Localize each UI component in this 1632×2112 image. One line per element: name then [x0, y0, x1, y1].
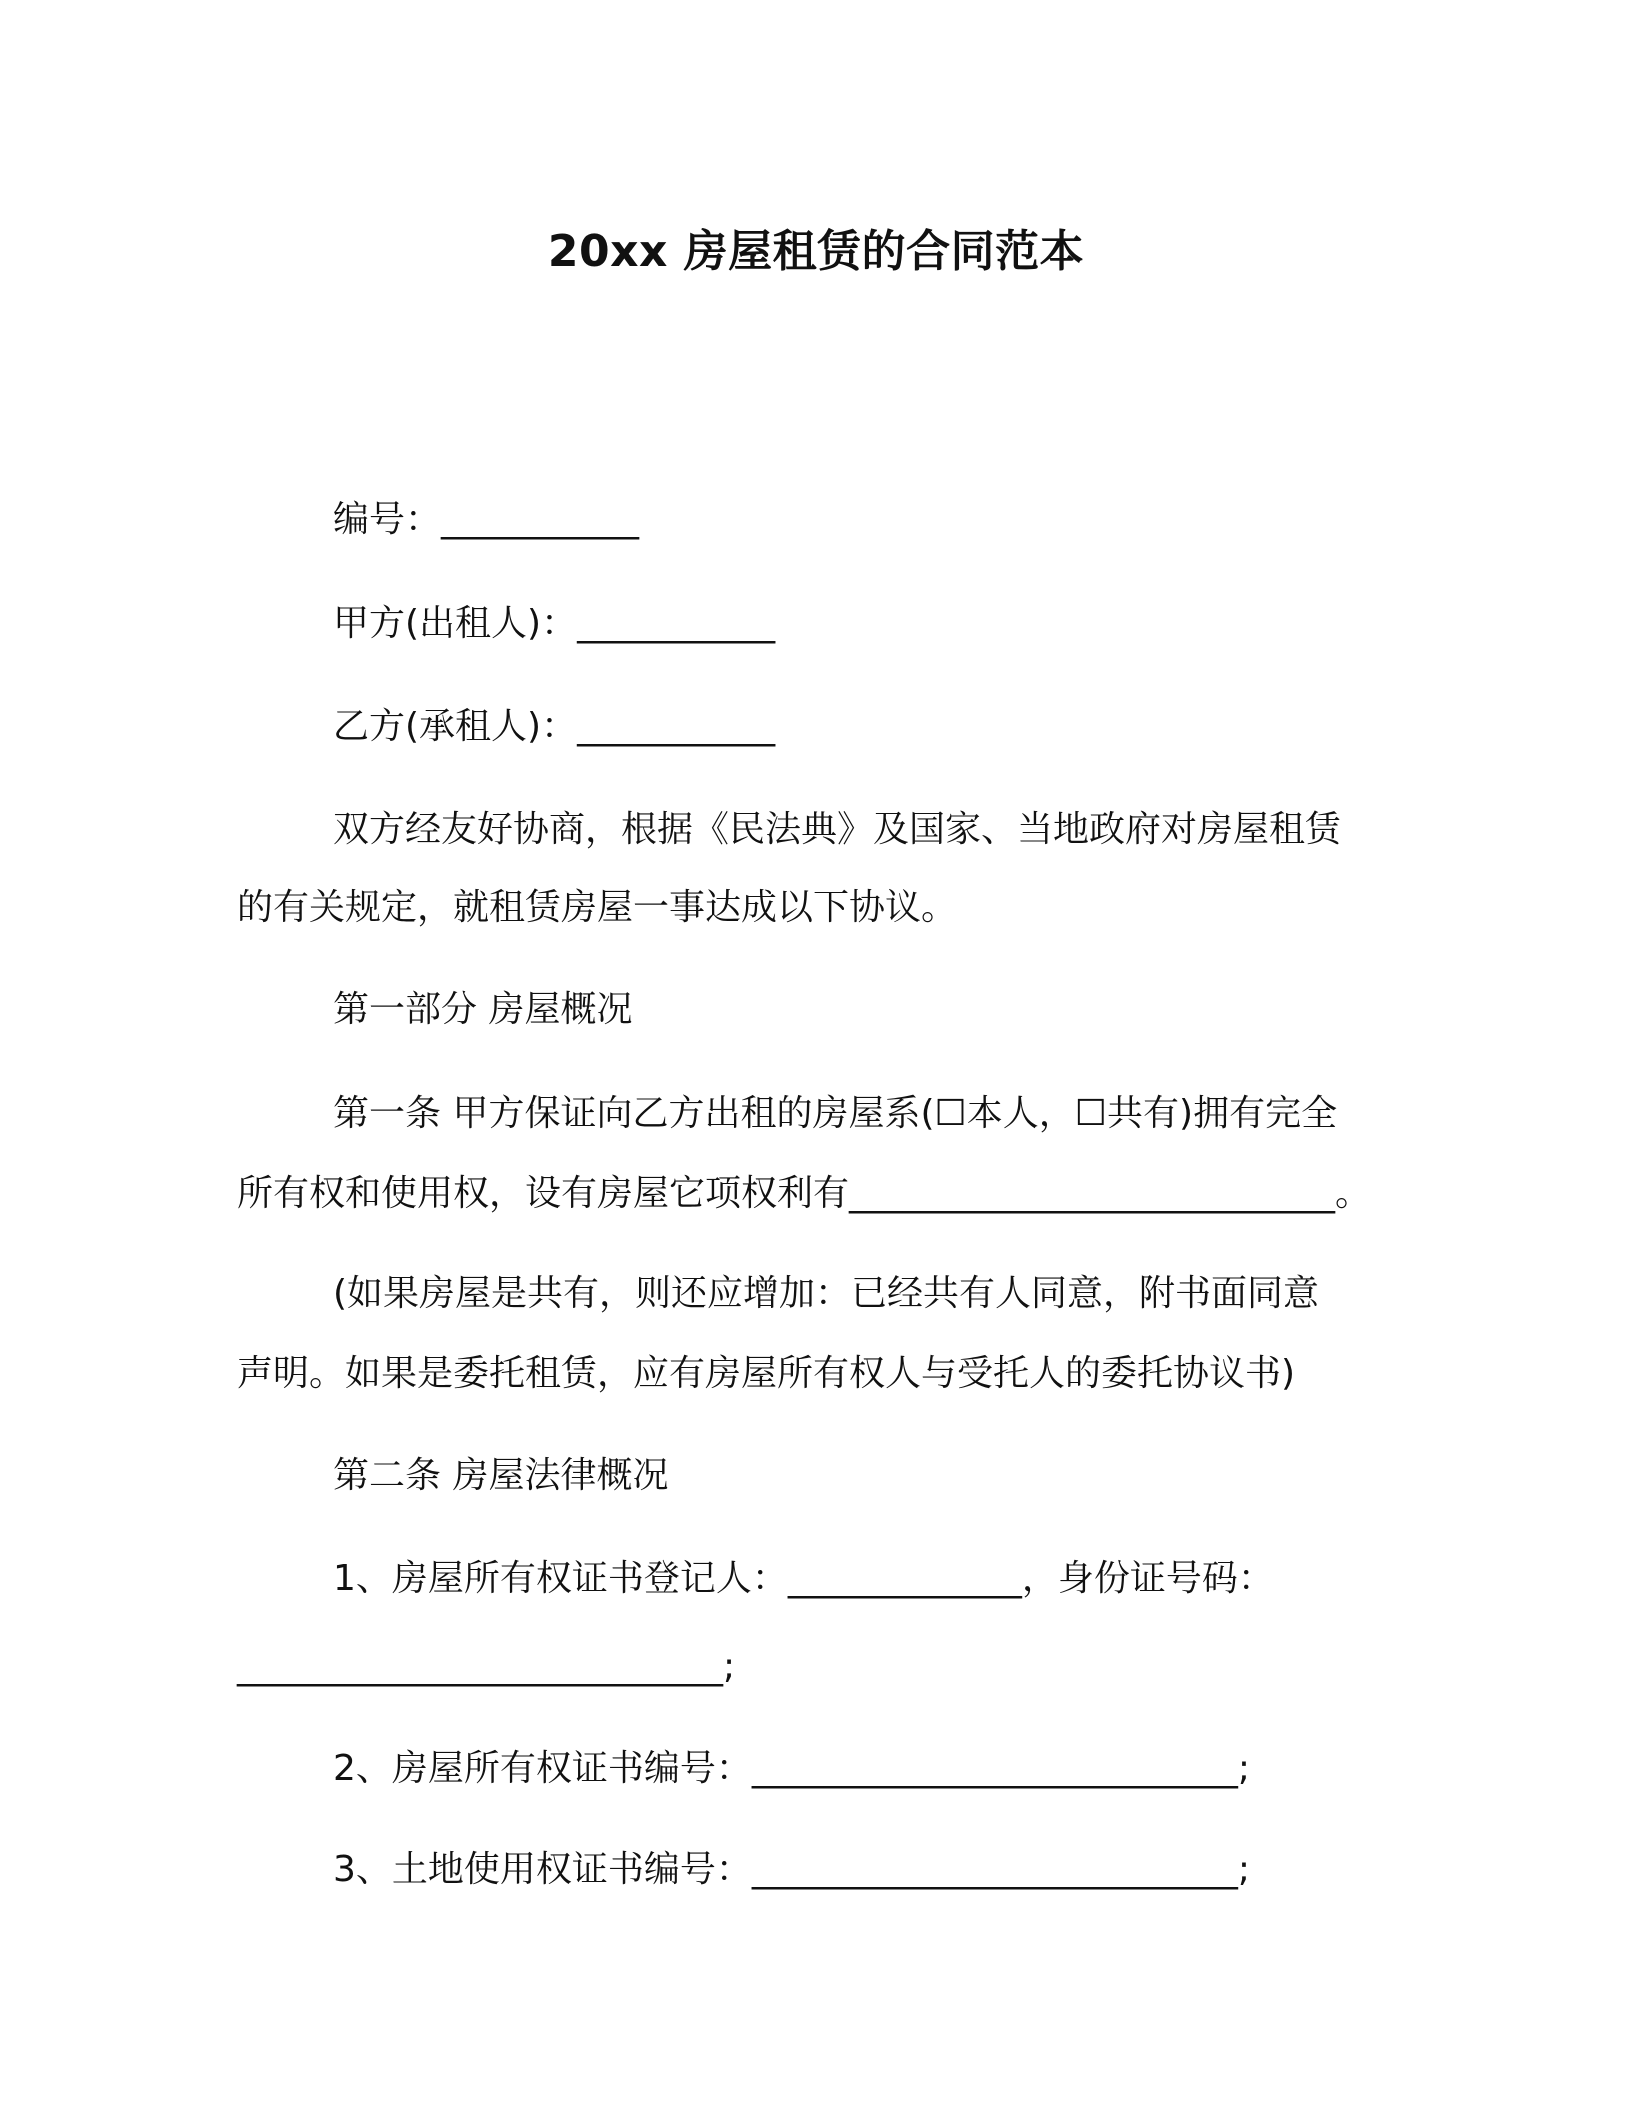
intro-paragraph-line-2: 的有关规定，就租赁房屋一事达成以下协议。: [237, 887, 958, 928]
item-one-line-1: 1、房屋所有权证书登记人：_____________，身份证号码：: [333, 1558, 1274, 1599]
note-paragraph-line-2: 声明。如果是委托租赁，应有房屋所有权人与受托人的委托协议书): [237, 1353, 1296, 1394]
party-b-line: 乙方(承租人)：___________: [333, 706, 776, 747]
item-two-line: 2、房屋所有权证书编号：___________________________;: [333, 1748, 1251, 1789]
contract-number-line: 编号：___________: [333, 499, 640, 540]
party-a-line: 甲方(出租人)：___________: [333, 603, 776, 644]
article-two-heading: 第二条 房屋法律概况: [333, 1455, 669, 1496]
section-heading-part-one: 第一部分 房屋概况: [333, 989, 633, 1030]
document-title: 20xx 房屋租赁的合同范本: [547, 226, 1085, 277]
item-one-line-2: ___________________________;: [237, 1646, 736, 1687]
item-three-line: 3、土地使用权证书编号：___________________________;: [333, 1849, 1251, 1890]
article-one-line-1: 第一条 甲方保证向乙方出租的房屋系(☐本人，☐共有)拥有完全: [333, 1093, 1338, 1134]
note-paragraph-line-1: (如果房屋是共有，则还应增加：已经共有人同意，附书面同意: [333, 1273, 1320, 1314]
intro-paragraph-line-1: 双方经友好协商，根据《民法典》及国家、当地政府对房屋租赁: [333, 809, 1342, 850]
article-one-line-2: 所有权和使用权，设有房屋它项权利有___________________________。: [237, 1173, 1372, 1214]
